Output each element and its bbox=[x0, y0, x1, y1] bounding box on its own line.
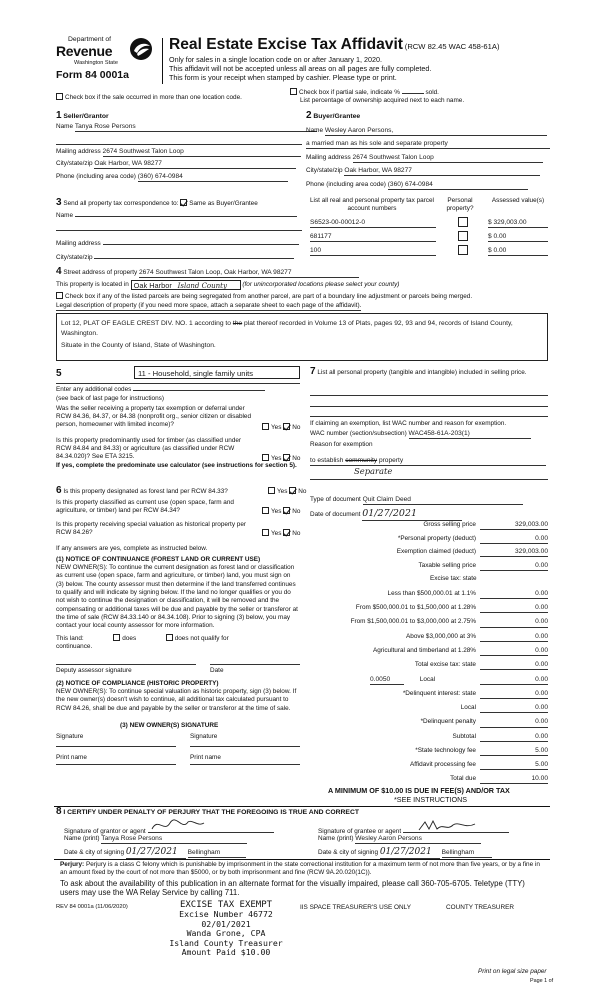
personal-property-checkbox[interactable] bbox=[458, 245, 468, 258]
section-6-q4: If any answers are yes, complete as instructed below. bbox=[56, 545, 208, 552]
amount-row-value[interactable]: 5.00 bbox=[480, 761, 548, 770]
seller-mail-field[interactable]: 2674 Southwest Talon Loop bbox=[103, 148, 301, 157]
notice-2-heading: (2) NOTICE OF COMPLIANCE (HISTORIC PROPERTY) bbox=[56, 680, 219, 687]
personal-col-header: Personal property? bbox=[446, 197, 474, 212]
q2-yes-checkbox[interactable] bbox=[262, 454, 269, 461]
legal-description-situate: Situate in the County of Island, State of Washington. bbox=[61, 341, 216, 349]
amount-row-label: From $500,000.01 to $1,500,000 at 1.28% bbox=[355, 604, 476, 612]
perjury-text: Perjury: Perjury is a class C felony which is punishable by imprisonment in the state correctional institution for a maximum term of not more than five years, or by a fine in an amount fixed by the court of not more than $5000, or by both imprisonment and fine (RCW 9A.20.020(1C)). bbox=[60, 861, 540, 876]
parcel-row bbox=[310, 247, 436, 256]
header-line-1: Only for sales in a single location code on or after January 1, 2020. bbox=[169, 55, 382, 65]
seller-mail-row: Mailing address 2674 Southwest Talon Loop bbox=[56, 148, 301, 157]
street-address-row: 4 Street address of property 2674 Southwest Talon Loop, Oak Harbor, WA 98277 bbox=[56, 266, 359, 279]
amount-row-label: Total due bbox=[450, 775, 476, 783]
owner-print-line-1 bbox=[56, 764, 176, 765]
legal-description-text: Lot 12, PLAT OF EAGLE CREST DIV. NO. 1 according to the plat thereof recorded in Volume 13 of Plats, pages 92, 93 and 94, records of Island County, Washington. bbox=[61, 320, 513, 338]
seller-phone-field[interactable]: (360) 674-0984 bbox=[138, 173, 288, 182]
timber-question: Is this property predominantly used for timber (as classified under RCW 84.84 and 84.33) or agriculture (as classified under RCW 84.34.020)? See ETA 3215. bbox=[56, 437, 242, 460]
segregated-row: Check box if any of the listed parcels are being segregated from another parcel, are part of a boundary line adjustment or parcels being merged. bbox=[56, 292, 472, 301]
state-label: Washington State bbox=[74, 59, 118, 66]
q6b-yes-checkbox[interactable] bbox=[262, 507, 269, 514]
amount-row-value[interactable]: 0.00 bbox=[480, 535, 548, 544]
assessed-value-field[interactable]: $ 329,003.00 bbox=[488, 219, 548, 228]
additional-codes-field[interactable] bbox=[133, 390, 265, 391]
amount-row-label: From $1,500,000.01 to $3,000,000 at 2.75% bbox=[350, 618, 476, 626]
doc-date-field[interactable]: 01/27/2021 bbox=[362, 508, 462, 521]
sec5-rule bbox=[56, 383, 300, 384]
owner-sig-line-2 bbox=[190, 746, 300, 747]
corr-mail-field[interactable] bbox=[103, 244, 299, 245]
local-rate-row: 0.0050 Local bbox=[370, 676, 435, 685]
corr-city-field[interactable] bbox=[94, 258, 294, 259]
amount-row-label: *Personal property (deduct) bbox=[397, 534, 476, 542]
corr-name-row: Name bbox=[56, 212, 297, 220]
exemption-question: Was the seller receiving a property tax exemption or deferral under RCW 84.36, 84.37, or 84.38 (nonprofit org., senior citizen or disabled person, homeowner with limited income)? bbox=[56, 405, 252, 428]
sec7-line-2 bbox=[310, 406, 548, 407]
see-back-note: (see back of last page for instructions) bbox=[56, 395, 164, 402]
seller-name-row: Name Tanya Rose Persons bbox=[56, 123, 317, 132]
legal-desc-label: Legal description of property (if you need more space, attach a separate sheet to each page of the affidavit). bbox=[56, 302, 362, 309]
corr-name-field[interactable] bbox=[75, 216, 297, 217]
parcel-row bbox=[310, 219, 436, 228]
amount-row-label: Subtotal bbox=[452, 732, 476, 740]
seller-city-field[interactable]: Oak Harbor, WA 98277 bbox=[94, 160, 296, 169]
grantor-city-field[interactable]: Bellingham bbox=[188, 849, 246, 858]
deputy-date-line bbox=[210, 664, 300, 665]
buyer-name-row: Name Wesley Aaron Persons, bbox=[306, 127, 547, 136]
corr-mail-row: Mailing address bbox=[56, 240, 299, 248]
amount-row-value[interactable]: 0.00 bbox=[480, 590, 548, 599]
owner-print-label-1: Print name bbox=[56, 754, 87, 761]
grantor-name-field[interactable]: Tanya Rose Persons bbox=[101, 835, 247, 844]
amount-row-label: Gross selling price bbox=[423, 521, 476, 528]
wac-claim-note: If claiming an exemption, list WAC number and reason for exemption. bbox=[310, 420, 507, 427]
wac-number-field[interactable]: WAC458-61A-203(1) bbox=[409, 430, 531, 439]
assessed-value-row bbox=[488, 219, 548, 228]
buyer-phone-field[interactable]: (360) 674-0984 bbox=[388, 181, 528, 190]
dept-label: Department of bbox=[68, 36, 112, 43]
assessed-value-row bbox=[488, 233, 548, 242]
availability-text: To ask about the availability of this publication in an alternate format for the visually impaired, please call 360-705-6705. Teletype (TTY) users may use the WA Relay Service by calling 711. bbox=[60, 879, 525, 898]
does-not-checkbox[interactable] bbox=[166, 634, 173, 641]
doc-date-row: Date of document 01/27/2021 bbox=[310, 508, 462, 521]
amount-row-label: *Delinquent penalty bbox=[420, 718, 476, 726]
sec7-reason-line-2 bbox=[310, 479, 548, 480]
reason-handwritten: Separate bbox=[354, 466, 393, 476]
deputy-sig-label: Deputy assessor signature bbox=[56, 667, 132, 674]
personal-property-checkbox[interactable] bbox=[458, 217, 468, 230]
amount-row-value[interactable]: 0.00 bbox=[480, 647, 548, 656]
owner-print-line-2 bbox=[190, 764, 300, 765]
segregated-checkbox[interactable] bbox=[56, 292, 63, 299]
location-select[interactable]: Oak Harbor Island County bbox=[131, 280, 241, 290]
assessed-value-field[interactable]: $ 0.00 bbox=[488, 247, 548, 256]
amount-row-label: Less than $500,000.01 at 1.1% bbox=[387, 590, 476, 597]
rcw-ref: (RCW 82.45 WAC 458-61A) bbox=[404, 42, 500, 51]
reason-label: Reason for exemption bbox=[310, 441, 373, 448]
page-number: Page 1 of bbox=[530, 978, 554, 984]
section-5-heading: 5 bbox=[56, 368, 62, 379]
does-checkbox[interactable] bbox=[113, 634, 120, 641]
corr-name-line2 bbox=[56, 230, 302, 231]
grantee-signature-scribble-icon bbox=[417, 819, 477, 833]
doc-type-row: Type of document Quit Claim Deed bbox=[310, 496, 523, 505]
sec7-line-1 bbox=[310, 395, 548, 396]
grantee-date-row: Date & city of signing 01/27/2021 Bellingham bbox=[318, 847, 492, 859]
amount-row-value[interactable]: 0.00 bbox=[480, 718, 548, 727]
amount-row-value[interactable]: 329,003.00 bbox=[480, 521, 548, 530]
owner-print-label-2: Print name bbox=[190, 754, 221, 761]
see-instructions: *SEE INSTRUCTIONS bbox=[394, 795, 468, 804]
title-block bbox=[169, 35, 499, 82]
deputy-sig-line bbox=[56, 664, 196, 665]
seller-phone-row: Phone (including area code) (360) 674-0984 bbox=[56, 173, 288, 182]
owner-sig-label-1: Signature bbox=[56, 733, 84, 740]
grantor-sig-row: Signature of grantor or agent bbox=[64, 823, 274, 836]
partial-sale-checkbox[interactable] bbox=[290, 88, 297, 95]
form-number: Form 84 0001a bbox=[56, 68, 129, 81]
sec7-line-3 bbox=[310, 416, 548, 417]
wac-number-row: WAC number (section/subsection) WAC458-61A-203(1) bbox=[310, 430, 531, 439]
seller-city-row: City/state/zip Oak Harbor, WA 98277 bbox=[56, 160, 296, 169]
excise-head: Excise tax: state bbox=[430, 575, 477, 582]
notice-1-heading: (1) NOTICE OF CONTINUANCE (FOREST LAND OR CURRENT USE) bbox=[56, 556, 261, 563]
assessed-col-header: Assessed value(s) bbox=[491, 197, 545, 204]
ownership-note: List percentage of ownership acquired next to each name. bbox=[300, 97, 465, 104]
amount-row-label: Total excise tax: state bbox=[414, 661, 476, 668]
local-rate-field[interactable]: 0.0050 bbox=[370, 676, 404, 685]
buyer-phone-row: Phone (including area code) (360) 674-0984 bbox=[306, 181, 528, 190]
notice-3-heading: (3) NEW OWNER(S) SIGNATURE bbox=[120, 722, 219, 729]
reason-row bbox=[310, 457, 546, 466]
reason-field[interactable]: to establish community property bbox=[310, 457, 546, 466]
amount-row-value[interactable]: 0.00 bbox=[480, 618, 548, 627]
partial-pct-field[interactable] bbox=[402, 93, 424, 94]
grantor-name-row: Name (print) Tanya Rose Persons bbox=[64, 835, 247, 844]
q6c-yes-no: Yes No bbox=[262, 529, 300, 538]
assessed-value-row bbox=[488, 247, 548, 256]
q6b-yes-no: Yes No bbox=[262, 507, 300, 516]
parcel-number-field[interactable]: S6523-00-00012-0 bbox=[310, 219, 436, 228]
buyer-city-field[interactable]: Oak Harbor, WA 98277 bbox=[344, 167, 540, 176]
header-line-2: This affidavit will not be accepted unless all areas on all pages are fully completed. bbox=[169, 64, 432, 74]
located-row: This property is located in Oak Harbor Island County (for unincorporated locations please select your county) bbox=[56, 281, 400, 290]
seller-name-field[interactable]: Tanya Rose Persons bbox=[75, 123, 317, 132]
notice-2-body: NEW OWNER(S): To continue special valuation as historic property, sign (3) below. If the new owner(s) doesn't wish to continue, all additional tax calculated pursuant to RCW 84.26, shall be due and payable by the seller or transferor at the time of sale. bbox=[56, 688, 297, 712]
grantor-date-field[interactable]: 01/27/2021 bbox=[126, 847, 186, 859]
q6b-no-checkbox[interactable] bbox=[283, 507, 290, 514]
revenue-swoosh-logo-icon bbox=[128, 36, 154, 62]
buyer-mail-row: Mailing address 2674 Southwest Talon Loop bbox=[306, 154, 543, 163]
grantor-signature-field[interactable] bbox=[148, 823, 274, 833]
grantee-sig-row: Signature of grantee or agent bbox=[318, 823, 509, 836]
q6a-yes-checkbox[interactable] bbox=[268, 487, 275, 494]
amount-row-value[interactable]: 0.00 bbox=[480, 562, 548, 571]
q6a-yes-no: Yes No bbox=[268, 487, 306, 496]
grantor-date-row: Date & city of signing 01/27/2021 Bellingham bbox=[64, 847, 246, 859]
amount-row-value[interactable]: 329,003.00 bbox=[480, 548, 548, 557]
amount-row-value[interactable]: 0.00 bbox=[480, 661, 548, 670]
q2-no-checkbox[interactable] bbox=[283, 454, 290, 461]
street-address-field[interactable]: 2674 Southwest Talon Loop, Oak Harbor, WA 98277 bbox=[139, 269, 359, 278]
grantee-signature-field[interactable] bbox=[403, 823, 509, 833]
minimum-due: A MINIMUM OF $10.00 IS DUE IN FEE(S) AND/OR TAX bbox=[328, 786, 510, 795]
amount-row-label: Agricultural and timberland at 1.28% bbox=[372, 646, 476, 654]
section-6-q3: Is this property receiving special valuation as historical property per RCW 84.26? bbox=[56, 521, 247, 536]
buyer-mail-field[interactable]: 2674 Southwest Talon Loop bbox=[353, 154, 543, 163]
section-6-q1: 6 Is this property designated as forest land per RCW 84.33? bbox=[56, 485, 228, 496]
notice-1-body: NEW OWNER(S): To continue the current designation as forest land or classification as current use (open space, farm and agriculture, or timber) land, you must sign on (3) below. The county assessor must then determine if the land transferred continues to qualify and will indicate by signing below. If the land no longer qualifies or you do not wish to continue the designation or classification, it will be removed and the compensating or additional taxes will be due and payable by the seller or transferor at the time of sale (RCW 84.33.140 or 84.34.108). Prior to signing (3) below, you may contact your local county assessor for more information. bbox=[56, 564, 298, 630]
local-value-field[interactable]: 0.00 bbox=[480, 676, 548, 685]
parcel-col-header: List all real and personal property tax parcel account numbers bbox=[310, 197, 434, 212]
multi-location-row: Check box if the sale occurred in more than one location code. bbox=[56, 93, 242, 102]
location-handwritten: Island County bbox=[177, 282, 227, 290]
agency-name: Revenue bbox=[56, 43, 113, 60]
this-land-row: This land: does does not qualify for bbox=[56, 635, 229, 642]
header-divider bbox=[162, 38, 163, 84]
buyer-name-row-2 bbox=[306, 140, 550, 149]
corr-city-row: City/state/zip bbox=[56, 254, 294, 262]
form-title: Real Estate Excise Tax Affidavit bbox=[169, 36, 404, 53]
section-2-heading: 2 Buyer/Grantee bbox=[306, 110, 361, 121]
amount-row-label: *Delinquent interest: state bbox=[402, 690, 476, 697]
grantee-name-field[interactable]: Wesley Aaron Persons bbox=[355, 835, 481, 844]
multi-location-checkbox[interactable] bbox=[56, 93, 63, 100]
legal-description-box[interactable] bbox=[56, 313, 548, 361]
buyer-name-field[interactable]: Wesley Aaron Persons, bbox=[325, 127, 547, 136]
grantee-city-field[interactable]: Bellingham bbox=[442, 849, 492, 858]
exempt-stamp: EXCISE TAX EXEMPT Excise Number 46772 02/01/2021 Wanda Grone, CPA Island County Treasurer Amount Paid $10.00 bbox=[169, 900, 283, 958]
parcel-number-field[interactable]: 100 bbox=[310, 247, 436, 256]
predominate-use-note: If yes, complete the predominate use calculator (see instructions for section 5). bbox=[56, 462, 297, 469]
partial-sale-row: Check box if partial sale, indicate % sold. bbox=[290, 88, 439, 97]
perjury-rule bbox=[54, 859, 550, 860]
print-legal-note: Print on legal size paper bbox=[478, 968, 547, 975]
amount-row-value[interactable]: 0.00 bbox=[480, 704, 548, 713]
amount-row-value[interactable]: 0.00 bbox=[480, 690, 548, 699]
grantee-name-row: Name (print) Wesley Aaron Persons bbox=[318, 835, 481, 844]
amount-row-value[interactable]: 0.00 bbox=[480, 604, 548, 613]
seller-name-line2 bbox=[56, 144, 302, 145]
personal-property-checkbox[interactable] bbox=[458, 231, 468, 244]
amount-row-value[interactable]: 5.00 bbox=[480, 747, 548, 756]
section-6-q2: Is this property classified as current use (open space, farm and agriculture, or timber) land per RCW 84.34? bbox=[56, 499, 234, 514]
amount-row-value[interactable]: 0.00 bbox=[480, 733, 548, 742]
assessed-value-field[interactable]: $ 0.00 bbox=[488, 233, 548, 242]
q1-yes-checkbox[interactable] bbox=[262, 423, 269, 430]
additional-codes-row: Enter any additional codes bbox=[56, 386, 265, 394]
q2-yes-no: Yes No bbox=[262, 454, 300, 463]
amount-row-label: Local bbox=[460, 704, 476, 712]
section-7-heading: 7 List all personal property (tangible and intangible) included in selling price. bbox=[310, 366, 527, 377]
amount-row-label: Exemption claimed (deduct) bbox=[396, 548, 476, 555]
rev-number: REV 84 0001a (11/06/2020) bbox=[56, 904, 128, 910]
amount-row-value[interactable]: 0.00 bbox=[480, 633, 548, 642]
q1-yes-no: Yes No bbox=[262, 423, 300, 432]
q1-no-checkbox[interactable] bbox=[283, 423, 290, 430]
q6c-yes-checkbox[interactable] bbox=[262, 529, 269, 536]
section-1-heading: 1 Seller/Grantor bbox=[56, 110, 109, 121]
amount-row-label: Affidavit processing fee bbox=[410, 761, 476, 768]
same-as-buyer-checkbox[interactable] bbox=[180, 199, 187, 206]
parcel-number-field[interactable]: 681177 bbox=[310, 233, 436, 242]
amount-row-value[interactable]: 10.00 bbox=[480, 775, 548, 784]
grantee-date-field[interactable]: 01/27/2021 bbox=[380, 847, 440, 859]
buyer-name-field-2[interactable]: a married man as his sole and separate property bbox=[306, 140, 550, 149]
amount-row-label: Taxable selling price bbox=[418, 561, 476, 569]
header-line-3: This form is your receipt when stamped by cashier. Please type or print. bbox=[169, 73, 397, 83]
section-3-heading: 3 Send all property tax correspondence to: Same as Buyer/Grantee bbox=[56, 197, 258, 208]
continuance-label: continuance. bbox=[56, 643, 93, 650]
section-8-heading: 8 I CERTIFY UNDER PENALTY OF PERJURY THAT THE FOREGOING IS TRUE AND CORRECT bbox=[56, 806, 360, 817]
owner-sig-line-1 bbox=[56, 746, 176, 747]
q6c-no-checkbox[interactable] bbox=[283, 529, 290, 536]
amount-row-label: *State technology fee bbox=[415, 746, 476, 754]
grantor-signature-scribble-icon bbox=[148, 819, 208, 833]
county-treasurer-label: COUNTY TREASURER bbox=[446, 904, 514, 911]
deputy-date-label: Date bbox=[210, 667, 224, 674]
land-use-code-select[interactable]: 11 - Household, single family units bbox=[134, 366, 300, 379]
treasurer-use-only: IIS SPACE TREASURER'S USE ONLY bbox=[300, 904, 411, 911]
q6a-no-checkbox[interactable] bbox=[289, 487, 296, 494]
doc-type-field[interactable]: Quit Claim Deed bbox=[363, 496, 523, 505]
amount-row-label: Above $3,000,000 at 3% bbox=[406, 632, 476, 640]
owner-sig-label-2: Signature bbox=[190, 733, 218, 740]
parcel-row bbox=[310, 233, 436, 242]
buyer-city-row: City/state/zip Oak Harbor, WA 98277 bbox=[306, 167, 540, 176]
